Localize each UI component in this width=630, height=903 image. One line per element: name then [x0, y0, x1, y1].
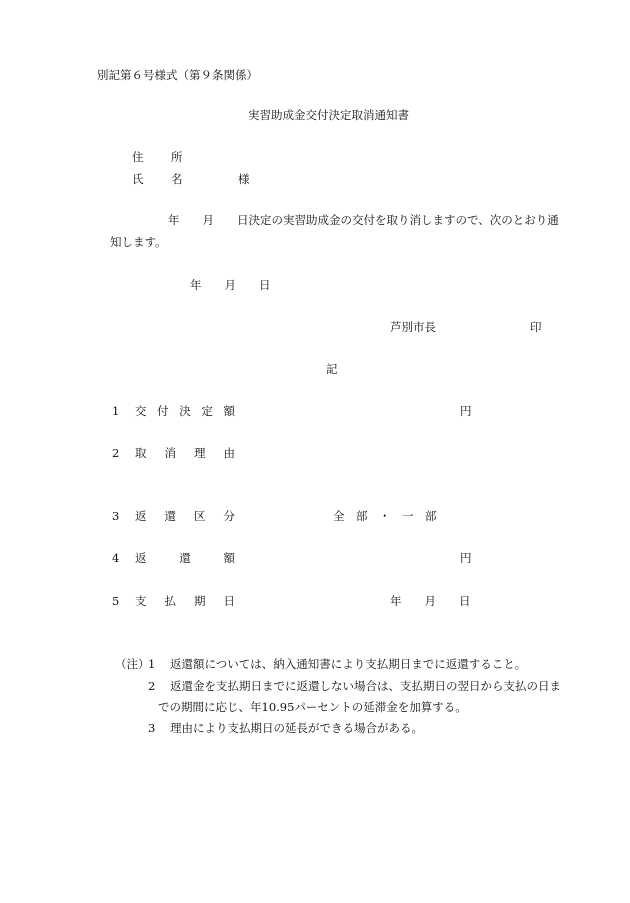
sender-title: 芦別市長: [390, 320, 436, 334]
item-4-value: 円: [460, 551, 472, 565]
honorific: 様: [238, 172, 250, 186]
note-2-number: 2: [148, 679, 156, 693]
ki-heading: 記: [326, 362, 338, 376]
item-2-number: 2: [112, 446, 120, 460]
item-2-label: 取消理由: [135, 446, 235, 460]
item-5-label: 支払期日: [135, 594, 235, 608]
note-2-text-line-1: 返還金を支払期日までに返還しない場合は、支払期日の翌日から支払の日ま: [170, 679, 561, 693]
item-5-number: 5: [112, 594, 120, 608]
item-5-value: 年 月 日: [390, 594, 471, 608]
seal-mark: 印: [530, 320, 542, 334]
note-2-text-line-2: での期間に応じ、年10.95パーセントの延滞金を加算する。: [158, 700, 467, 714]
note-1-number: 1: [148, 657, 156, 671]
item-3-number: 3: [112, 509, 120, 523]
note-1-text: 返還額については、納入通知書により支払期日までに返還すること。: [170, 657, 527, 671]
item-1-number: 1: [112, 404, 120, 418]
name-label: 氏 名: [132, 172, 191, 186]
item-1-label: 交付決定額: [135, 404, 235, 418]
body-line-2: 知します。: [110, 235, 167, 249]
address-label: 住 所: [132, 150, 191, 164]
note-3-number: 3: [148, 721, 156, 735]
notes-prefix: （注）: [115, 657, 150, 671]
item-4-label: 返還額: [135, 551, 235, 565]
item-1-value: 円: [460, 404, 472, 418]
document-title: 実習助成金交付決定取消通知書: [248, 108, 409, 122]
item-3-value: 全 部 ・ 一 部: [333, 509, 437, 523]
form-number: 別記第６号様式（第９条関係）: [97, 68, 258, 82]
item-4-number: 4: [112, 551, 120, 565]
note-3-text: 理由により支払期日の延長ができる場合がある。: [170, 721, 423, 735]
body-line-1: 年 月 日決定の実習助成金の交付を取り消しますので、次のとおり通: [168, 213, 559, 227]
date-line: 年 月 日: [190, 278, 271, 292]
item-3-label: 返還区分: [135, 509, 235, 523]
